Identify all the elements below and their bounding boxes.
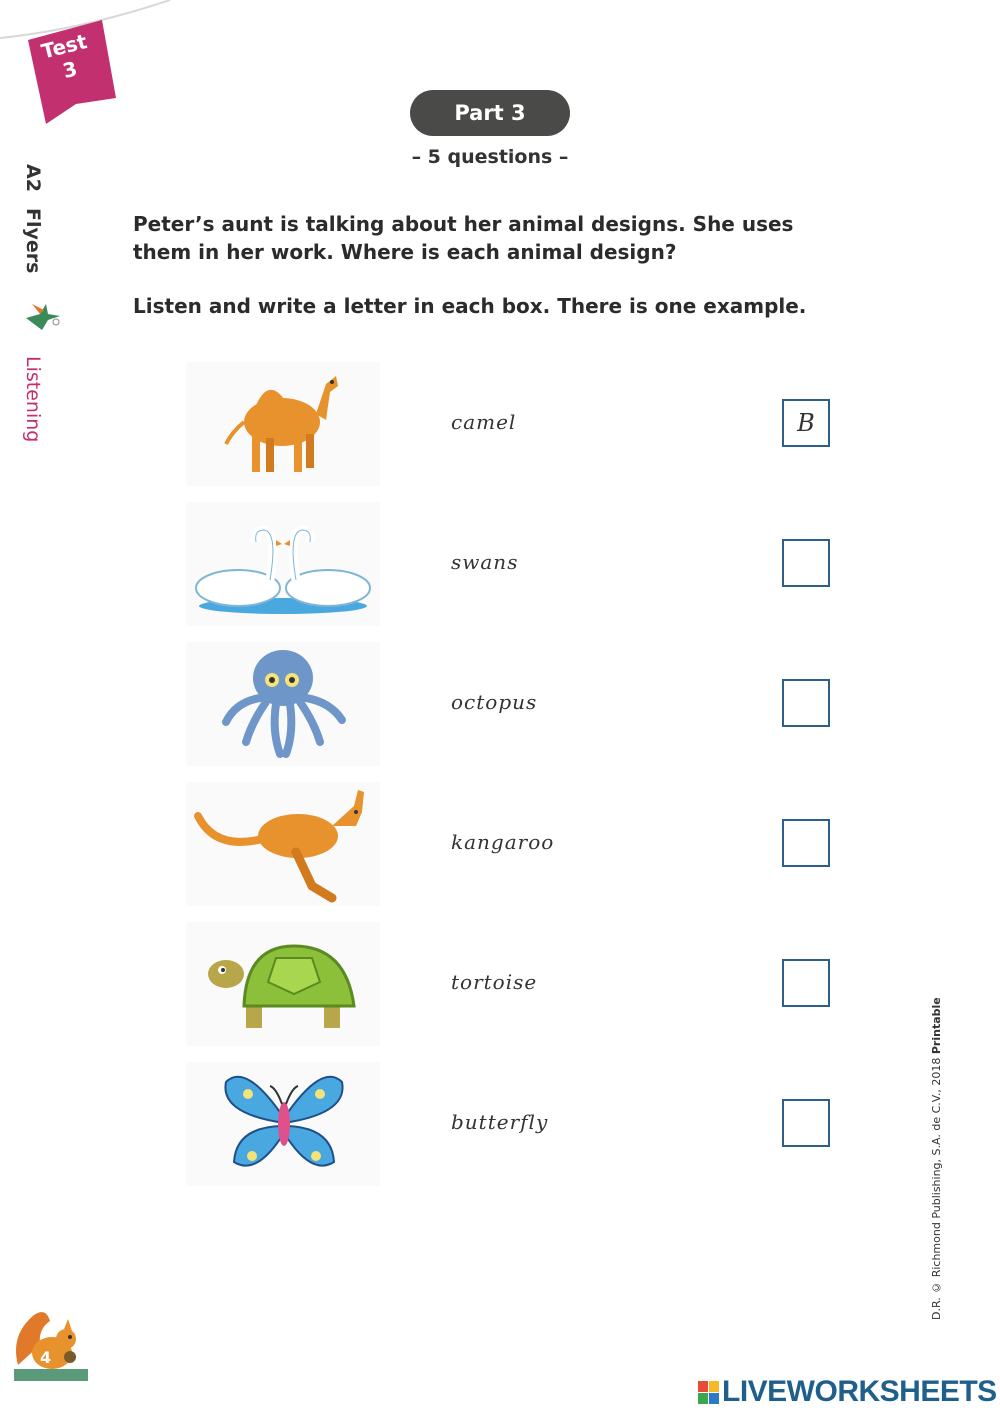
tortoise-card — [186, 922, 380, 1046]
answer-box-butterfly[interactable] — [782, 1099, 830, 1147]
list-item — [186, 1062, 846, 1186]
part-title: Part 3 — [410, 90, 570, 136]
list-item — [186, 782, 846, 906]
instruction-intro: Peter’s aunt is talking about her animal designs. She uses them in her work. Where is each animal design? — [133, 212, 794, 264]
animal-name: swans — [451, 550, 519, 574]
header-decoration — [0, 0, 1000, 60]
list-item — [186, 642, 846, 766]
sidebar-section: Listening — [22, 356, 44, 443]
list-item — [186, 922, 846, 1046]
tortoise-icon — [186, 922, 380, 1046]
animal-name: kangaroo — [451, 830, 555, 854]
page-number: 4 — [40, 1348, 52, 1367]
sidebar-level: A2 — [22, 164, 44, 192]
copyright-notice — [930, 997, 943, 1320]
butterfly-card — [186, 1062, 380, 1186]
answer-box-octopus[interactable] — [782, 679, 830, 727]
answer-box-tortoise[interactable] — [782, 959, 830, 1007]
copyright-text: D.R. © Richmond Publishing, S.A. de C.V., 2018 — [930, 1057, 943, 1320]
hummingbird-icon — [22, 296, 66, 336]
list-item — [186, 362, 846, 486]
animal-name: tortoise — [451, 970, 538, 994]
kangaroo-card — [186, 782, 380, 906]
test-label: Test — [38, 29, 90, 64]
answer-box-swans[interactable] — [782, 539, 830, 587]
animal-name: octopus — [451, 690, 538, 714]
animal-name: camel — [451, 410, 517, 434]
butterfly-icon — [186, 1062, 380, 1186]
instruction-task: Listen and write a letter in each box. There is one example. — [133, 294, 807, 318]
camel-card — [186, 362, 380, 486]
answer-box-kangaroo[interactable] — [782, 819, 830, 867]
sidebar-exam: Flyers — [22, 208, 44, 274]
brand-logo: LIVEWORKSHEETS — [722, 1375, 997, 1408]
animal-name: butterfly — [451, 1110, 549, 1134]
test-number: 3 — [60, 56, 80, 83]
printable-label: Printable — [930, 997, 943, 1055]
swans-card — [186, 502, 380, 626]
liveworksheets-logo-icon — [698, 1381, 720, 1405]
swans-icon — [186, 502, 380, 626]
camel-icon — [186, 362, 380, 486]
questions-count: – 5 questions – — [411, 146, 569, 168]
squirrel-icon — [10, 1305, 90, 1387]
list-item — [186, 502, 846, 626]
answer-box-example[interactable]: B — [782, 399, 830, 447]
octopus-icon — [186, 642, 380, 766]
octopus-card — [186, 642, 380, 766]
kangaroo-icon — [186, 782, 380, 906]
